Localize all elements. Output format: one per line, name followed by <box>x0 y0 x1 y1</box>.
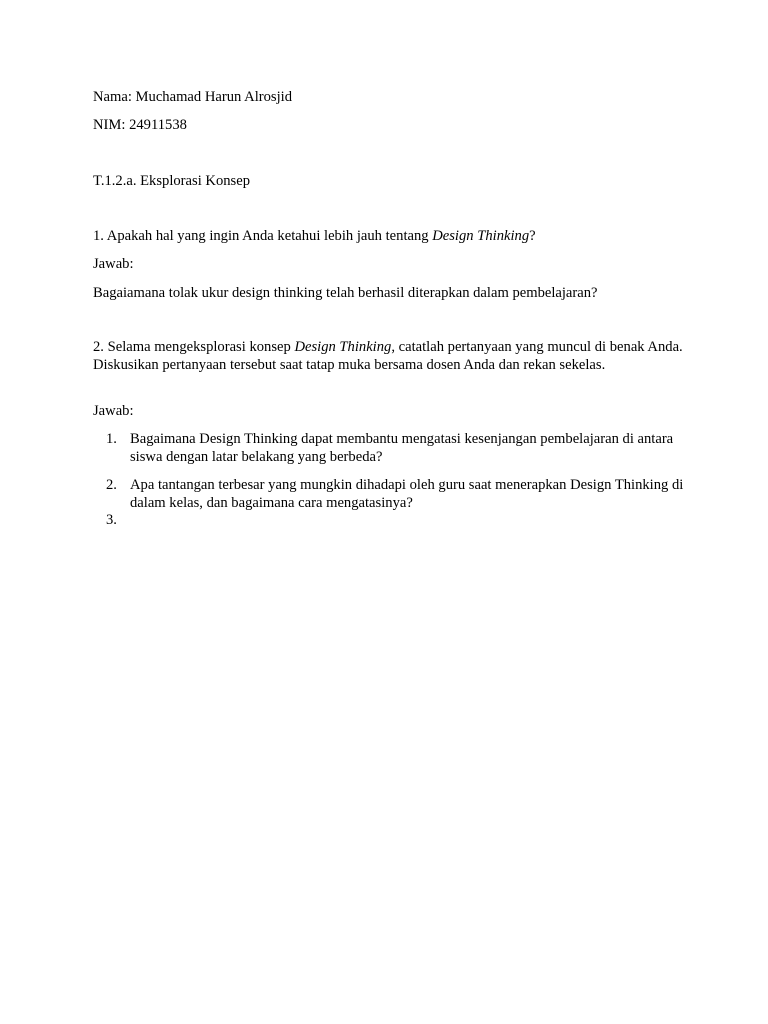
student-nim: NIM: 24911538 <box>93 117 187 133</box>
question-2-answer-label: Jawab: <box>93 403 134 419</box>
question-1-answer-label: Jawab: <box>93 256 134 272</box>
list-number: 1. <box>106 431 117 447</box>
question-1-emphasis: Design Thinking <box>432 228 530 244</box>
list-text: Apa tantangan terbesar yang mungkin dihadapi oleh guru saat menerapkan Design Thinking di dalam kelas, dan bagaimana cara mengatasinya? <box>130 477 684 511</box>
list-number: 3. <box>106 512 117 528</box>
section-title: T.1.2.a. Eksplorasi Konsep <box>93 173 250 189</box>
list-text: Bagaimana Design Thinking dapat membantu mengatasi kesenjangan pembelajaran di antara siswa dengan latar belakang yang berbeda? <box>130 431 674 465</box>
question-1-prefix: 1. Apakah hal yang ingin Anda ketahui lebih jauh tentang <box>93 228 433 244</box>
question-2-prefix: 2. Selama mengeksplorasi konsep <box>93 339 295 355</box>
question-1-suffix: ? <box>529 228 536 244</box>
question-1 <box>93 227 536 245</box>
question-2 <box>93 338 683 374</box>
list-number: 2. <box>106 477 117 493</box>
question-2-suffix: , catatlah pertanyaan yang muncul di benak Anda. Diskusikan pertanyaan tersebut saat tatap muka bersama dosen Anda dan rekan sekelas. <box>93 339 683 373</box>
question-2-emphasis: Design Thinking <box>294 339 392 355</box>
student-name: Nama: Muchamad Harun Alrosjid <box>93 89 292 105</box>
question-1-answer: Bagaiamana tolak ukur design thinking telah berhasil diterapkan dalam pembelajaran? <box>93 285 598 301</box>
